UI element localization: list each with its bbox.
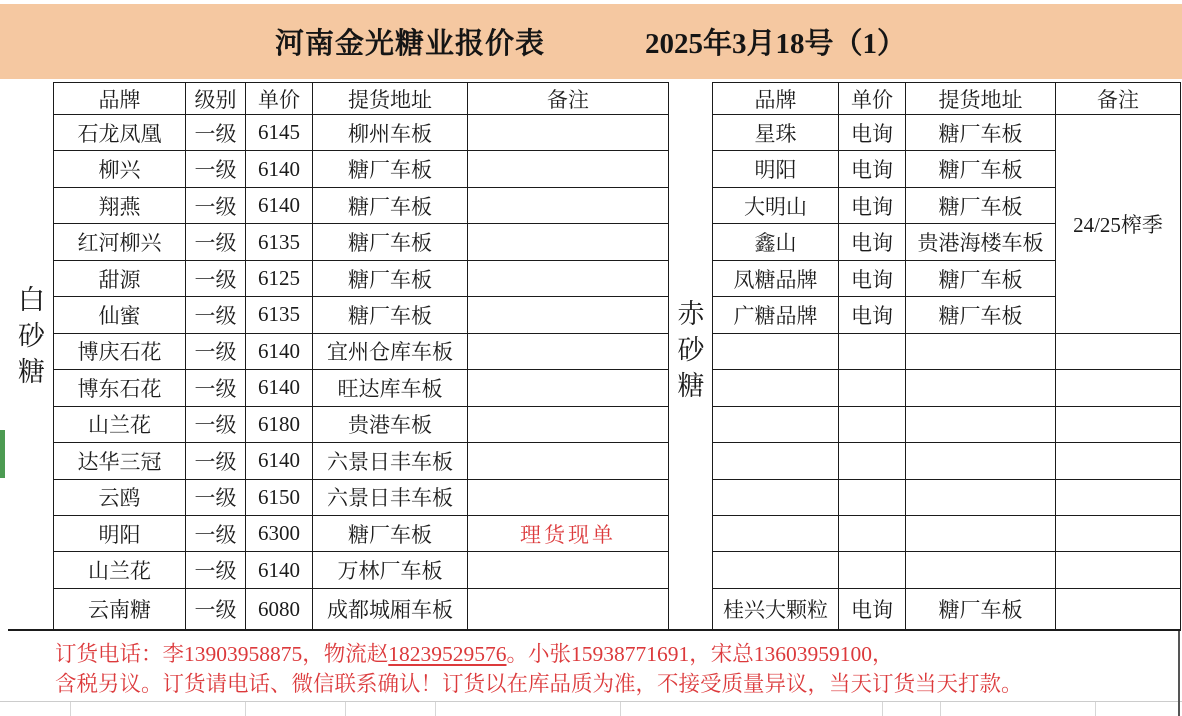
cell-remark-merged: 24/25榨季 (1056, 115, 1181, 334)
cell-brand: 凤糖品牌 (713, 260, 839, 296)
cell-price: 6145 (246, 115, 313, 151)
table-row (54, 588, 669, 630)
cell-price (839, 443, 906, 479)
cell-address: 糖厂车板 (906, 588, 1056, 630)
cell-price (839, 406, 906, 442)
cell-price: 6140 (246, 370, 313, 406)
footer-text: 订货电话：李13903958875，物流赵 (55, 642, 389, 666)
grid-line (1095, 702, 1096, 716)
cell-brand (713, 443, 839, 479)
cell-address: 万林厂车板 (313, 552, 468, 588)
cell-brand: 云南糖 (54, 588, 186, 630)
footer-line-1 (55, 639, 1182, 669)
cell-brand: 翔燕 (54, 187, 186, 223)
cell-grade: 一级 (186, 297, 246, 333)
cell-price: 6140 (246, 151, 313, 187)
cell-price: 电询 (839, 224, 906, 260)
cell-address: 糖厂车板 (906, 115, 1056, 151)
cell-brand (713, 515, 839, 551)
cell-remark (1056, 333, 1181, 369)
green-selection-marker (0, 430, 5, 478)
table-row (713, 443, 1181, 479)
cell-price: 电询 (839, 187, 906, 223)
white-sugar-table (53, 82, 669, 631)
cell-address: 贵港车板 (313, 406, 468, 442)
cell-price: 6125 (246, 260, 313, 296)
table-row (54, 552, 669, 588)
cell-price: 6180 (246, 406, 313, 442)
table-header-row (713, 83, 1181, 115)
cell-brand (713, 406, 839, 442)
cell-remark (468, 479, 669, 515)
footer-phone-underlined: 18239529576 (388, 642, 507, 666)
cell-price (839, 479, 906, 515)
cell-address: 宜州仓库车板 (313, 333, 468, 369)
table-row (54, 515, 669, 551)
cell-remark (468, 187, 669, 223)
col-header-address: 提货地址 (313, 83, 468, 115)
cell-price: 电询 (839, 297, 906, 333)
table-row (54, 479, 669, 515)
cell-grade: 一级 (186, 151, 246, 187)
table-row (54, 260, 669, 296)
cell-remark (1056, 370, 1181, 406)
category-label-red-sugar: 赤砂糖 (677, 299, 705, 401)
col-header-brand: 品牌 (713, 83, 839, 115)
table-row (713, 333, 1181, 369)
cell-brand: 仙蜜 (54, 297, 186, 333)
cell-remark (468, 224, 669, 260)
cell-brand: 石龙凤凰 (54, 115, 186, 151)
cell-remark: 理货现单 (468, 515, 669, 551)
cell-address (906, 333, 1056, 369)
cell-address: 成都城厢车板 (313, 588, 468, 630)
page-date: 2025年3月18号（1） (645, 28, 907, 60)
category-label-white-sugar: 白砂糖 (18, 285, 45, 387)
cell-grade: 一级 (186, 588, 246, 630)
cell-remark (1056, 443, 1181, 479)
cell-price: 电询 (839, 115, 906, 151)
cell-price: 6080 (246, 588, 313, 630)
cell-brand: 鑫山 (713, 224, 839, 260)
cell-price (839, 552, 906, 588)
cell-brand: 山兰花 (54, 406, 186, 442)
cell-price: 6140 (246, 443, 313, 479)
cell-remark (468, 552, 669, 588)
table-row (713, 552, 1181, 588)
cell-remark (468, 588, 669, 630)
cell-address (906, 443, 1056, 479)
cell-remark (1056, 479, 1181, 515)
table-row (54, 443, 669, 479)
cell-address (906, 406, 1056, 442)
footer-line-2: 含税另议。订货请电话、微信联系确认！订货以在库品质为准，不接受质量异议，当天订货当天打款。 (55, 672, 1023, 696)
cell-brand: 博庆石花 (54, 333, 186, 369)
cell-price: 6150 (246, 479, 313, 515)
cell-price (839, 370, 906, 406)
cell-grade: 一级 (186, 333, 246, 369)
table-row (713, 479, 1181, 515)
cell-brand: 达华三冠 (54, 443, 186, 479)
table-row (54, 115, 669, 151)
header-bar (0, 4, 1182, 79)
cell-brand: 广糖品牌 (713, 297, 839, 333)
cell-remark (1056, 406, 1181, 442)
cell-address: 糖厂车板 (906, 151, 1056, 187)
cell-address: 柳州车板 (313, 115, 468, 151)
cell-address: 糖厂车板 (313, 515, 468, 551)
table-row (54, 151, 669, 187)
footer-text: 。小张15938771691，宋总13603959100， (506, 642, 894, 666)
cell-price: 6140 (246, 333, 313, 369)
cell-price: 6300 (246, 515, 313, 551)
cell-remark (468, 370, 669, 406)
cell-price: 6140 (246, 552, 313, 588)
cell-address: 糖厂车板 (313, 260, 468, 296)
cell-remark (468, 443, 669, 479)
col-header-address: 提货地址 (906, 83, 1056, 115)
table-row (54, 297, 669, 333)
cell-grade: 一级 (186, 479, 246, 515)
cell-remark (468, 260, 669, 296)
footer-contact-block (0, 631, 1182, 701)
table-row (54, 333, 669, 369)
cell-brand: 柳兴 (54, 151, 186, 187)
table-row (54, 406, 669, 442)
cell-grade: 一级 (186, 187, 246, 223)
cell-remark (468, 406, 669, 442)
table-row (713, 115, 1181, 151)
page-title: 河南金光糖业报价表 (275, 28, 546, 60)
cell-grade: 一级 (186, 443, 246, 479)
cell-address: 糖厂车板 (313, 224, 468, 260)
cell-brand: 红河柳兴 (54, 224, 186, 260)
cell-brand (713, 333, 839, 369)
table-row (713, 406, 1181, 442)
cell-brand (713, 552, 839, 588)
cell-remark (468, 115, 669, 151)
white-sugar-tbody (54, 115, 669, 631)
cell-price: 电询 (839, 151, 906, 187)
cell-grade: 一级 (186, 224, 246, 260)
cell-price: 电询 (839, 588, 906, 630)
cell-grade: 一级 (186, 260, 246, 296)
cell-address (906, 370, 1056, 406)
cell-price: 6140 (246, 187, 313, 223)
cell-brand: 明阳 (713, 151, 839, 187)
cell-grade: 一级 (186, 406, 246, 442)
cell-address: 糖厂车板 (906, 297, 1056, 333)
table-row (713, 515, 1181, 551)
cell-address: 糖厂车板 (313, 297, 468, 333)
red-sugar-tbody (713, 115, 1181, 631)
cell-address: 糖厂车板 (313, 187, 468, 223)
grid-line (70, 702, 71, 716)
footer-bottom-border (0, 701, 1182, 702)
col-header-remark: 备注 (468, 83, 669, 115)
cell-address (906, 479, 1056, 515)
cell-address (906, 515, 1056, 551)
cell-brand: 云鸥 (54, 479, 186, 515)
table-row (713, 370, 1181, 406)
table-row (54, 187, 669, 223)
cell-grade: 一级 (186, 515, 246, 551)
col-header-price: 单价 (246, 83, 313, 115)
grid-line (245, 702, 246, 716)
cell-brand: 博东石花 (54, 370, 186, 406)
table-row (713, 588, 1181, 630)
cell-address: 糖厂车板 (906, 260, 1056, 296)
cell-grade: 一级 (186, 370, 246, 406)
cell-address: 糖厂车板 (313, 151, 468, 187)
cell-grade: 一级 (186, 115, 246, 151)
sheet-right-border (1178, 631, 1180, 716)
grid-line (940, 702, 941, 716)
col-header-grade: 级别 (186, 83, 246, 115)
cell-brand: 星珠 (713, 115, 839, 151)
cell-remark (1056, 515, 1181, 551)
cell-remark (468, 333, 669, 369)
col-header-price: 单价 (839, 83, 906, 115)
cell-address: 旺达库车板 (313, 370, 468, 406)
cell-price (839, 515, 906, 551)
red-sugar-table (712, 82, 1181, 631)
col-header-brand: 品牌 (54, 83, 186, 115)
table-row (54, 224, 669, 260)
cell-brand (713, 370, 839, 406)
cell-brand: 大明山 (713, 187, 839, 223)
grid-line (882, 702, 883, 716)
cell-brand: 桂兴大颗粒 (713, 588, 839, 630)
grid-line (345, 702, 346, 716)
cell-price: 电询 (839, 260, 906, 296)
table-row (54, 370, 669, 406)
cell-brand: 明阳 (54, 515, 186, 551)
cell-remark (468, 297, 669, 333)
cell-address: 贵港海楼车板 (906, 224, 1056, 260)
cell-remark (1056, 552, 1181, 588)
cell-remark (468, 151, 669, 187)
cell-price: 6135 (246, 297, 313, 333)
cell-price: 6135 (246, 224, 313, 260)
grid-line (435, 702, 436, 716)
cell-brand: 山兰花 (54, 552, 186, 588)
cell-address: 糖厂车板 (906, 187, 1056, 223)
table-header-row (54, 83, 669, 115)
cell-grade: 一级 (186, 552, 246, 588)
cell-address: 六景日丰车板 (313, 479, 468, 515)
cell-remark (1056, 588, 1181, 630)
col-header-remark: 备注 (1056, 83, 1181, 115)
cell-brand: 甜源 (54, 260, 186, 296)
cell-address: 六景日丰车板 (313, 443, 468, 479)
grid-line (620, 702, 621, 716)
cell-address (906, 552, 1056, 588)
cell-price (839, 333, 906, 369)
cell-brand (713, 479, 839, 515)
